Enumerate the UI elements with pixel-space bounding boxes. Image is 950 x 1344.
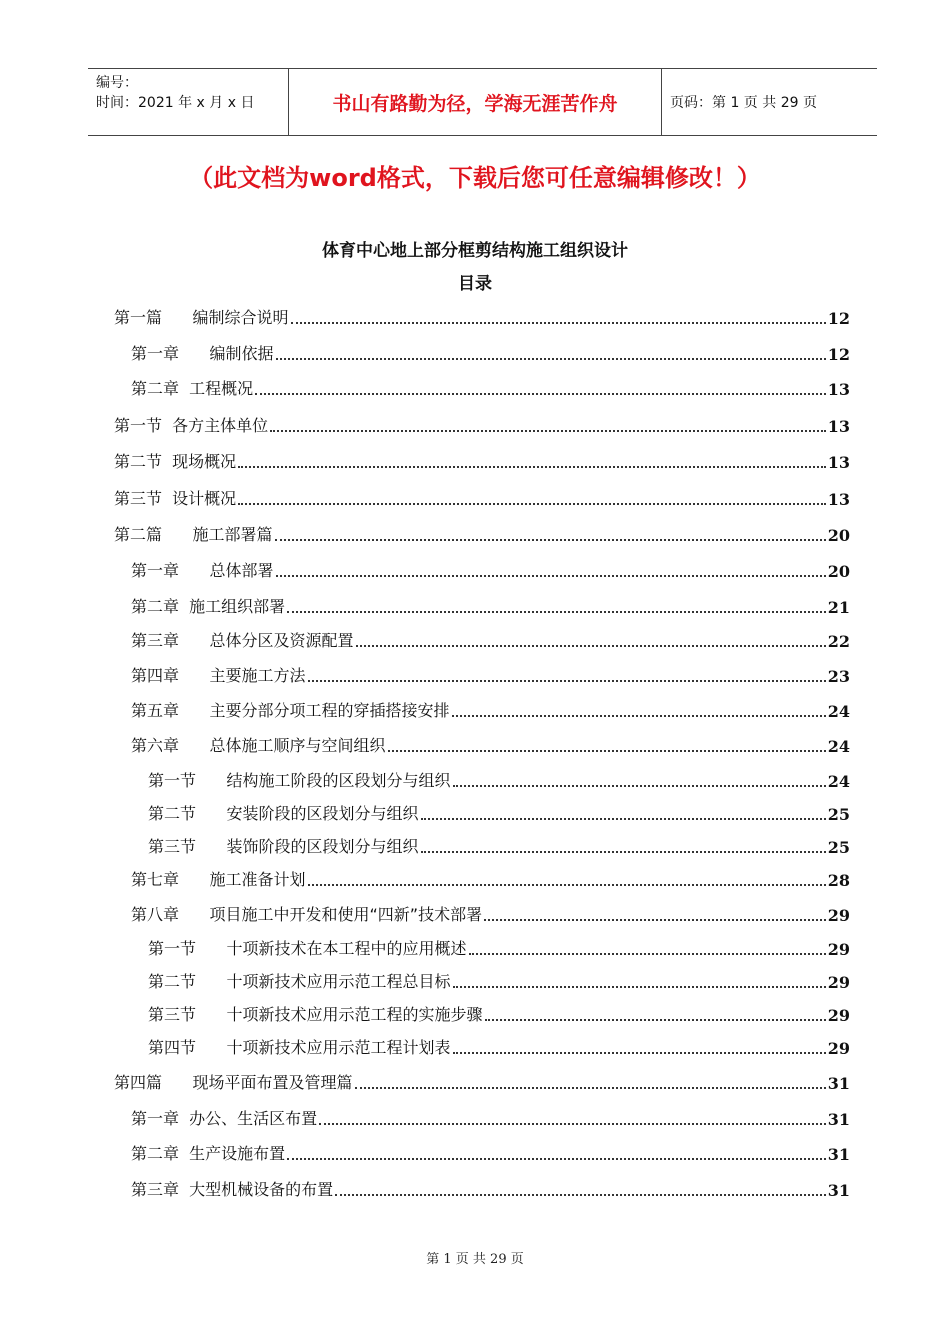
- leader-dots: [276, 575, 826, 577]
- toc-entry[interactable]: 第五章 主要分部分项工程的穿插搭接安排 24: [131, 701, 850, 721]
- toc-page-number: 25: [827, 838, 850, 857]
- leader-dots: [469, 953, 826, 955]
- toc-entry[interactable]: 第一章 编制依据 12: [131, 344, 850, 364]
- leader-dots: [484, 919, 826, 921]
- leader-dots: [308, 884, 826, 886]
- toc-entry[interactable]: 第八章 项目施工中开发和使用“四新”技术部署 29: [131, 905, 850, 925]
- toc-page-number: 29: [827, 940, 850, 959]
- leader-dots: [355, 1087, 826, 1089]
- toc-entry[interactable]: 第三章 大型机械设备的布置 31: [131, 1180, 850, 1200]
- toc-entry[interactable]: 第三章 总体分区及资源配置 22: [131, 631, 850, 651]
- toc-page-number: 21: [827, 598, 850, 617]
- toc-entry[interactable]: 第三节 设计概况 13: [114, 489, 850, 509]
- toc-page-number: 25: [827, 805, 850, 824]
- toc-entry[interactable]: 第一节 结构施工阶段的区段划分与组织 24: [148, 771, 850, 791]
- number-label: 编号：: [96, 75, 138, 91]
- page-label: 页码：第 1 页 共 29 页: [670, 95, 817, 111]
- header-motto-cell: [288, 69, 662, 135]
- document-header: [88, 68, 877, 136]
- toc-entry[interactable]: 第二节 十项新技术应用示范工程总目标 29: [148, 972, 850, 992]
- toc-page-number: 31: [827, 1145, 850, 1164]
- leader-dots: [270, 430, 826, 432]
- leader-dots: [238, 503, 826, 505]
- toc-page-number: 22: [827, 632, 850, 651]
- toc-page-number: 20: [827, 562, 850, 581]
- leader-dots: [453, 986, 826, 988]
- toc-entry[interactable]: 第三节 十项新技术应用示范工程的实施步骤 29: [148, 1005, 850, 1025]
- leader-dots: [308, 680, 826, 682]
- toc-entry[interactable]: 第一节 十项新技术在本工程中的应用概述 29: [148, 939, 850, 959]
- toc-page-number: 24: [827, 702, 850, 721]
- leader-dots: [287, 1158, 826, 1160]
- header-page-cell: [662, 69, 877, 135]
- leader-dots: [453, 785, 826, 787]
- edit-notice: （此文档为word格式，下载后您可任意编辑修改！）: [189, 164, 761, 192]
- leader-dots: [453, 1052, 826, 1054]
- leader-dots: [421, 851, 826, 853]
- toc-entry[interactable]: 第四篇 现场平面布置及管理篇 31: [114, 1073, 850, 1093]
- leader-dots: [238, 466, 826, 468]
- toc-page-number: 24: [827, 772, 850, 791]
- toc-entry[interactable]: 第二篇 施工部署篇 20: [114, 525, 850, 545]
- leader-dots: [319, 1123, 826, 1125]
- leader-dots: [276, 358, 826, 360]
- leader-dots: [452, 715, 826, 717]
- page-footer: 第 1 页 共 29 页: [426, 1252, 524, 1267]
- toc-page-number: 13: [827, 490, 850, 509]
- toc-entry[interactable]: 第一章 总体部署 20: [131, 561, 850, 581]
- toc-page-number: 31: [827, 1181, 850, 1200]
- toc-page-number: 29: [827, 1006, 850, 1025]
- toc-heading: 目录: [458, 274, 492, 294]
- leader-dots: [275, 539, 826, 541]
- toc-entry[interactable]: 第二章 施工组织部署 21: [131, 597, 850, 617]
- toc-page-number: 24: [827, 737, 850, 756]
- toc-entry[interactable]: 第六章 总体施工顺序与空间组织 24: [131, 736, 850, 756]
- toc-entry[interactable]: 第一章 办公、生活区布置 31: [131, 1109, 850, 1129]
- toc-page-number: 23: [827, 667, 850, 686]
- leader-dots: [485, 1019, 826, 1021]
- toc-page-number: 29: [827, 906, 850, 925]
- toc-page-number: 29: [827, 1039, 850, 1058]
- header-meta: [88, 69, 288, 135]
- toc-entry[interactable]: 第七章 施工准备计划 28: [131, 870, 850, 890]
- toc-entry[interactable]: 第二章 生产设施布置 31: [131, 1144, 850, 1164]
- toc-entry[interactable]: 第三节 装饰阶段的区段划分与组织 25: [148, 837, 850, 857]
- leader-dots: [388, 750, 826, 752]
- toc-entry[interactable]: 第二节 现场概况 13: [114, 452, 850, 472]
- toc-entry[interactable]: 第一篇 编制综合说明 12: [114, 308, 850, 328]
- leader-dots: [291, 322, 826, 324]
- toc-entry[interactable]: 第四节 十项新技术应用示范工程计划表 29: [148, 1038, 850, 1058]
- toc-page-number: 31: [827, 1074, 850, 1093]
- toc-page-number: 13: [827, 417, 850, 436]
- toc-page-number: 20: [827, 526, 850, 545]
- toc-page-number: 12: [827, 309, 850, 328]
- toc-page-number: 12: [827, 345, 850, 364]
- toc-entry[interactable]: 第二章 工程概况 13: [131, 379, 850, 399]
- toc-entry[interactable]: 第一节 各方主体单位 13: [114, 416, 850, 436]
- toc-page-number: 31: [827, 1110, 850, 1129]
- toc-page-number: 13: [827, 453, 850, 472]
- leader-dots: [287, 611, 826, 613]
- toc-page-number: 28: [827, 871, 850, 890]
- toc-page-number: 29: [827, 973, 850, 992]
- toc-entry[interactable]: 第二节 安装阶段的区段划分与组织 25: [148, 804, 850, 824]
- time-label: 时间：2021 年 x 月 x 日: [96, 95, 255, 111]
- toc-page-number: 13: [827, 380, 850, 399]
- toc-entry[interactable]: 第四章 主要施工方法 23: [131, 666, 850, 686]
- leader-dots: [335, 1194, 826, 1196]
- motto-text: 书山有路勤为径，学海无涯苦作舟: [332, 92, 618, 115]
- leader-dots: [421, 818, 826, 820]
- leader-dots: [356, 645, 826, 647]
- document-title: 体育中心地上部分框剪结构施工组织设计: [322, 241, 628, 261]
- leader-dots: [255, 393, 826, 395]
